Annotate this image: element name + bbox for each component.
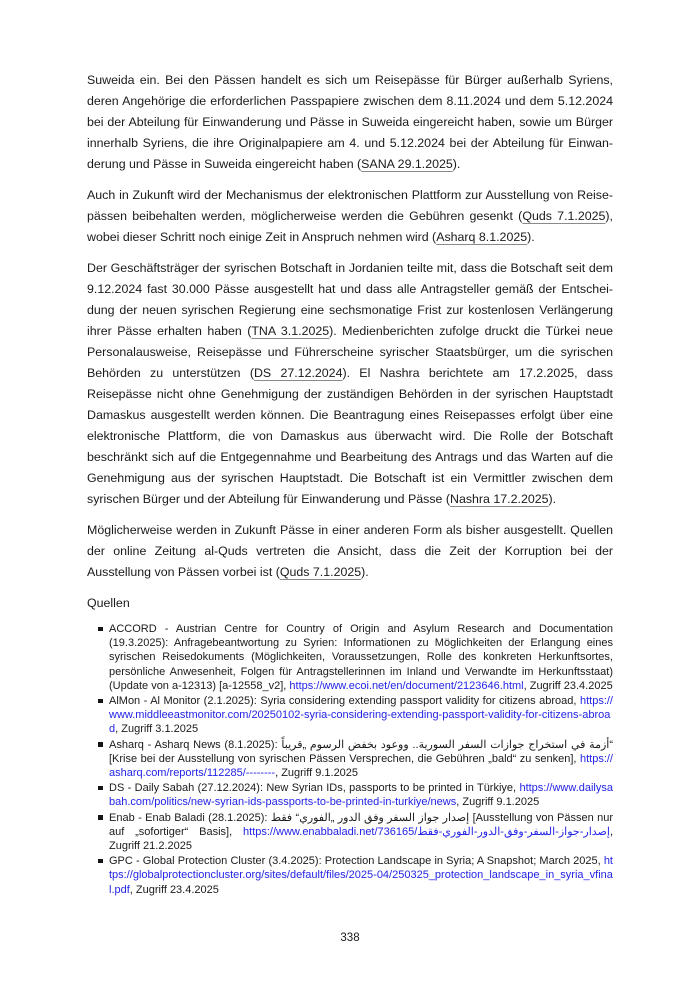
hyperlink[interactable]: https://www.dailysabah.com/politics/new-syrian-ids-passports-to-be-printed-in-turkiye/news [109, 782, 613, 809]
sources-list [87, 622, 613, 897]
text-segment: Suweida ein. Bei den Pässen handelt es sich um Reisepässe für Bürger außerhalb Syriens, deren Angehörige die erforderlichen Passpapiere zwischen dem 8.11.2024 und dem 5.12.2024 bei der Abteilung für Einwanderung und Pässe in Suweida eingereicht haben, sowie um Bürger innerhalb Syriens, die ihre Originalpapiere am 4. und 5.12.2024 bei der Abteilung für Einwanderung und Pässe in Suweida eingereicht haben ( [87, 73, 613, 171]
bullet-square-icon [98, 786, 103, 791]
text-segment: ). [452, 157, 461, 171]
source-text [109, 623, 613, 692]
text-segment: [Krise bei der Ausstellung von syrischen Pässen Versprechen, die Gebühren „bald“ zu senken], [109, 752, 580, 765]
body-paragraph [87, 70, 613, 175]
text-segment: ACCORD - Austrian Centre for Country of Origin and Asylum Research and Documentation (19.3.2025): Anfragebeantwortung zu Syrien: Informationen zu Möglichkeiten der Erlangung eines syrischen Reisedokuments (Möglichkeiten, Voraussetzungen, Rolle des konkreten Herkunftsortes, persönliche Anwesenheit, Folgen für Antragstellerinnen im Inland und Verwandte im Herkunftsstaat) (Update von a-12313) [a-12558_v2], [109, 623, 613, 692]
text-segment: GPC - Global Protection Cluster (3.4.2025): Protection Landscape in Syria; A Snapshot; March 2025, [109, 855, 604, 868]
text-segment: , Zugriff 9.1.2025 [456, 796, 540, 809]
citation-link[interactable]: TNA 3.1.2025 [251, 324, 330, 338]
body-paragraph [87, 185, 613, 248]
citation-link[interactable]: Asharq 8.1.2025 [436, 230, 528, 244]
hyperlink[interactable]: https://www.ecoi.net/en/document/2123646.html [289, 679, 524, 692]
text-segment: ). Medienberichten zufolge druckt die Türkei neue Personalausweise, Reisepässe und Führerscheine syrischer Staatsbürger, um die syrischen Behörden zu unterstützen ( [87, 324, 613, 380]
hyperlink[interactable]: https://globalprotectioncluster.org/sites/default/files/2025-04/250325_protection_landscape_in_syria_vfinal.pdf [109, 855, 613, 896]
source-text [109, 695, 613, 735]
text-segment: Der Geschäftsträger der syrischen Botschaft in Jordanien teilte mit, dass die Botschaft seit dem 9.12.2024 fast 30.000 Pässe ausgestellt hat und dass alle Antragsteller gemäß der Entscheidung der neuen syrischen Regierung eine sechsmonatige Frist zur kostenlosen Verlängerung ihrer Pässe erhalten haben ( [87, 261, 613, 338]
bullet-square-icon [98, 627, 103, 632]
source-item [87, 738, 613, 781]
text-segment: ). [527, 230, 535, 244]
text-segment: ). El Nashra berichtete am 17.2.2025, dass Reisepässe nicht ohne Genehmigung der zuständigen Behörden in der syrischen Hauptstadt Damaskus ausgestellt werden können. Die Beantragung eines Reisepasses erfolgt über eine elektronische Plattform, die von Damaskus aus überwacht wird. Die Rolle der Botschaft beschränkt sich auf die Entgegennahme und Bearbeitung des Antrags und das Warten auf die Genehmigung aus der syrischen Hauptstadt. Die Botschaft ist ein Vermittler zwischen dem syrischen Bürger und der Abteilung für Einwanderung und Pässe ( [87, 366, 613, 506]
hyperlink[interactable]: https://asharq.com/reports/112285/-------- [109, 752, 613, 780]
hyperlink[interactable]: https://www.enabbaladi.net/736165/إصدار-جواز-السفر-وفق-الدور-الفوري-فقط [243, 825, 610, 838]
source-item [87, 694, 613, 737]
citation-link[interactable]: Quds 7.1.2025 [279, 565, 362, 579]
body-paragraph [87, 520, 613, 583]
body-text [87, 70, 613, 583]
text-segment: Auch in Zukunft wird der Mechanismus der elektronischen Plattform zur Ausstellung von Reisepässen beibehalten werden, möglicherweise werden die Gebühren gesenkt ( [87, 188, 613, 223]
source-item [87, 811, 613, 854]
citation-link[interactable]: Quds 7.1.2025 [522, 209, 606, 223]
bullet-square-icon [98, 699, 103, 704]
source-text [109, 855, 613, 895]
bullet-square-icon [98, 742, 103, 747]
arabic-text: أزمة في استخراج جوازات السفر السورية.. ووعود بخفض الرسوم „قريباً“ [281, 738, 613, 751]
text-segment: , Zugriff 9.1.2025 [275, 767, 359, 780]
source-text [109, 782, 613, 808]
text-segment: [Ausstellung von Pässen nur auf „sofortiger“ Basis], [109, 811, 613, 838]
bullet-square-icon [98, 859, 103, 864]
text-segment: ). [361, 565, 369, 579]
source-item [87, 622, 613, 693]
page-number: 338 [340, 932, 360, 944]
text-segment: DS - Daily Sabah (27.12.2024): New Syrian IDs, passports to be printed in Türkiye, [109, 782, 520, 795]
hyperlink[interactable]: https://www.middleeastmonitor.com/20250102-syria-considering-extending-passport-validity-for-citizens-abroad [109, 695, 613, 736]
text-segment: ), wobei dieser Schritt noch einige Zeit in Anspruch nehmen wird ( [87, 209, 613, 244]
text-segment: ). [548, 492, 557, 506]
arabic-text: إصدار جواز السفر وفق الدور „الفوري“ فقط [270, 811, 470, 824]
text-segment: , Zugriff 21.2.2025 [109, 825, 613, 853]
body-paragraph [87, 258, 613, 510]
bullet-square-icon [98, 815, 103, 820]
source-text [109, 812, 613, 852]
citation-link[interactable]: SANA 29.1.2025 [361, 157, 453, 171]
sources-heading: Quellen [87, 596, 130, 610]
text-segment: Enab - Enab Baladi (28.1.2025): [109, 811, 271, 824]
source-item [87, 781, 613, 809]
text-segment: , Zugriff 23.4.2025 [129, 883, 219, 896]
citation-link[interactable]: DS 27.12.2024 [253, 366, 343, 380]
source-item [87, 854, 613, 897]
text-segment: , Zugriff 3.1.2025 [115, 723, 199, 736]
text-segment: Asharq - Asharq News (8.1.2025): [109, 738, 282, 751]
source-text [109, 739, 613, 779]
text-segment: Möglicherweise werden in Zukunft Pässe in einer anderen Form als bisher ausgestellt. Quellen der online Zeitung al-Quds vertreten die Ansicht, dass die Zeit der Korruption bei der Ausstellung von Pässen vorbei ist ( [87, 523, 613, 579]
text-segment: AlMon - Al Monitor (2.1.2025): Syria considering extending passport validity for citizens abroad, [109, 695, 580, 708]
citation-link[interactable]: Nashra 17.2.2025 [450, 492, 549, 506]
text-segment: , Zugriff 23.4.2025 [523, 679, 613, 692]
